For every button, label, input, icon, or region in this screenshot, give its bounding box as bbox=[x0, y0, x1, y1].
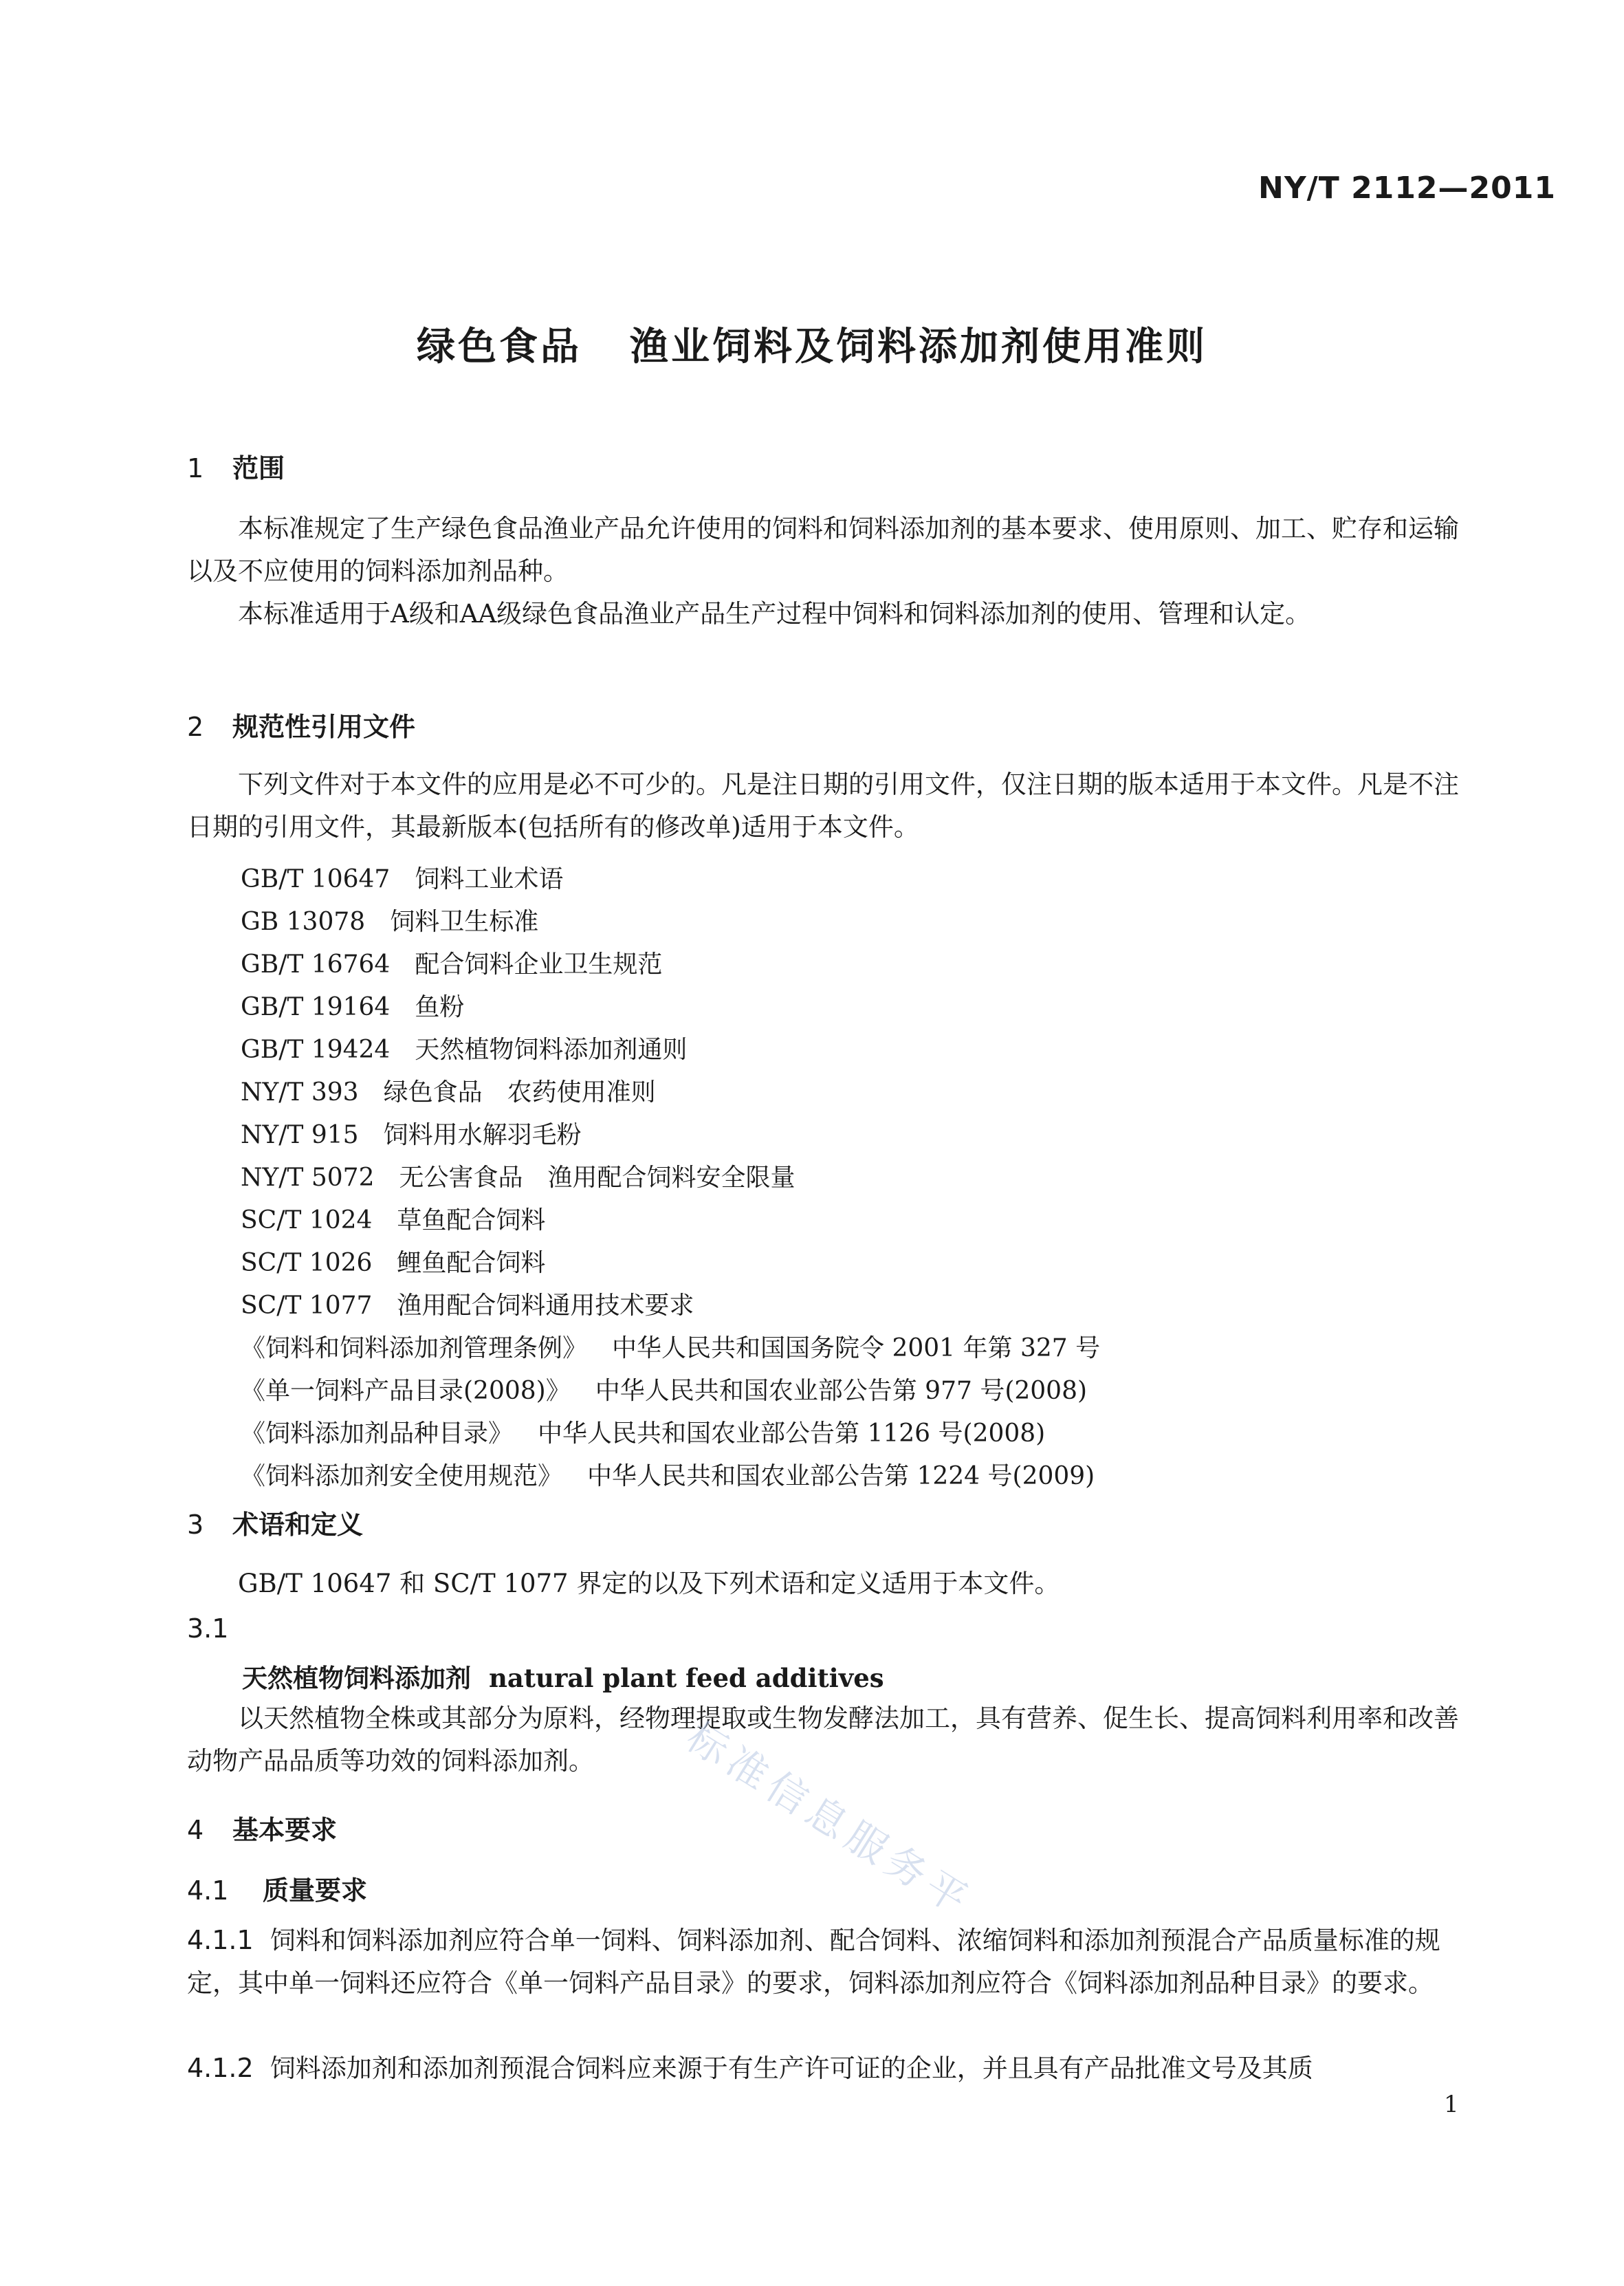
reference-item bbox=[241, 1201, 545, 1236]
clause-text: 饲料和饲料添加剂应符合单一饲料、饲料添加剂、配合饲料、浓缩饲料和添加剂预混合产品质量标准的规定，其中单一饲料还应符合《单一饲料产品目录》的要求，饲料添加剂应符合《饲料添加剂品种目录》的要求。 bbox=[187, 1926, 1440, 1998]
reference-code: GB/T 10647 bbox=[241, 865, 391, 893]
reference-title: 绿色食品 农药使用准则 bbox=[383, 1078, 656, 1107]
reference-title: 渔用配合饲料通用技术要求 bbox=[397, 1292, 694, 1320]
reference-code: SC/T 1024 bbox=[241, 1206, 373, 1234]
term-chinese: 天然植物饲料添加剂 bbox=[242, 1664, 471, 1693]
reference-item bbox=[241, 988, 464, 1023]
clause-4-1-1 bbox=[187, 1919, 1459, 2005]
section-2-intro: 下列文件对于本文件的应用是必不可少的。凡是注日期的引用文件，仅注日期的版本适用于本文件。凡是不注日期的引用文件，其最新版本(包括所有的修改单)适用于本文件。 bbox=[187, 770, 1459, 842]
reference-code: GB/T 16764 bbox=[241, 950, 391, 979]
watermark: 标准信息服务平 bbox=[679, 1713, 981, 1926]
reference-code: NY/T 393 bbox=[241, 1078, 359, 1107]
clause-4-1-2 bbox=[187, 2047, 1459, 2090]
reference-item bbox=[241, 1030, 687, 1065]
reference-code: GB/T 19424 bbox=[241, 1036, 391, 1064]
reference-item bbox=[241, 1115, 582, 1151]
section-4-heading bbox=[187, 1809, 337, 1847]
reference-title: 草鱼配合饲料 bbox=[397, 1206, 546, 1234]
reference-item bbox=[241, 860, 563, 895]
reference-item bbox=[241, 1158, 795, 1193]
reference-code: SC/T 1026 bbox=[241, 1249, 373, 1277]
subclause-number: 4.1 bbox=[187, 1875, 229, 1906]
section-number: 4 bbox=[187, 1815, 204, 1845]
section-title: 规范性引用文件 bbox=[232, 712, 416, 742]
reference-title: 鲤鱼配合饲料 bbox=[397, 1249, 546, 1277]
section-1-heading bbox=[187, 447, 285, 485]
reference-item bbox=[241, 1329, 1100, 1364]
reference-title: 饲料工业术语 bbox=[415, 865, 564, 893]
reference-code: SC/T 1077 bbox=[241, 1292, 373, 1320]
reference-title: 天然植物饲料添加剂通则 bbox=[415, 1036, 688, 1064]
reference-code: 《饲料添加剂安全使用规范》 bbox=[241, 1462, 563, 1490]
reference-code: 《单一饲料产品目录(2008)》 bbox=[241, 1377, 571, 1405]
section-1-paragraph-1: 本标准规定了生产绿色食品渔业产品允许使用的饲料和饲料添加剂的基本要求、使用原则、加工、贮存和运输以及不应使用的饲料添加剂品种。 bbox=[187, 514, 1459, 586]
reference-item bbox=[241, 1073, 656, 1108]
reference-title: 鱼粉 bbox=[415, 993, 465, 1021]
section-title: 基本要求 bbox=[232, 1815, 338, 1845]
title-part-1: 绿色食品 bbox=[417, 325, 582, 369]
clause-number: 4.1.2 bbox=[187, 2053, 254, 2083]
reference-item bbox=[241, 902, 538, 937]
section-1-paragraph-2: 本标准适用于A级和AA级绿色食品渔业产品生产过程中饲料和饲料添加剂的使用、管理和认定。 bbox=[238, 599, 1311, 629]
section-title: 范围 bbox=[232, 453, 285, 483]
reference-code: 《饲料和饲料添加剂管理条例》 bbox=[241, 1334, 588, 1362]
reference-item bbox=[241, 945, 662, 980]
clause-number: 4.1.1 bbox=[187, 1925, 254, 1955]
page-title bbox=[0, 316, 1624, 371]
section-3-heading bbox=[187, 1503, 363, 1541]
section-3-intro: GB/T 10647 和 SC/T 1077 界定的以及下列术语和定义适用于本文件。 bbox=[238, 1569, 1060, 1598]
section-title: 术语和定义 bbox=[232, 1510, 364, 1540]
subclause-title: 质量要求 bbox=[263, 1875, 368, 1906]
section-number: 1 bbox=[187, 453, 204, 483]
reference-title: 中华人民共和国农业部公告第 1224 号(2009) bbox=[587, 1462, 1095, 1490]
page-number: 1 bbox=[1444, 2091, 1459, 2118]
reference-title: 中华人民共和国国务院令 2001 年第 327 号 bbox=[612, 1334, 1101, 1362]
reference-item bbox=[241, 1457, 1095, 1492]
reference-title: 配合饲料企业卫生规范 bbox=[415, 950, 663, 979]
reference-code: NY/T 915 bbox=[241, 1121, 359, 1149]
reference-item bbox=[241, 1243, 545, 1278]
reference-title: 无公害食品 渔用配合饲料安全限量 bbox=[399, 1164, 795, 1192]
subclause-3-1-number: 3.1 bbox=[187, 1613, 229, 1644]
term-entry bbox=[242, 1657, 884, 1695]
reference-code: GB 13078 bbox=[241, 908, 366, 936]
reference-item bbox=[241, 1414, 1045, 1449]
reference-title: 饲料用水解羽毛粉 bbox=[383, 1121, 582, 1149]
section-number: 2 bbox=[187, 712, 204, 742]
reference-item bbox=[241, 1286, 694, 1321]
section-number: 3 bbox=[187, 1510, 204, 1540]
subclause-4-1-heading bbox=[187, 1869, 367, 1907]
document-number: NY/T 2112—2011 bbox=[1258, 171, 1557, 206]
reference-code: NY/T 5072 bbox=[241, 1164, 375, 1192]
reference-code: 《饲料添加剂品种目录》 bbox=[241, 1419, 514, 1448]
reference-title: 中华人民共和国农业部公告第 977 号(2008) bbox=[595, 1377, 1088, 1405]
reference-title: 中华人民共和国农业部公告第 1126 号(2008) bbox=[538, 1419, 1046, 1448]
term-english: natural plant feed additives bbox=[489, 1663, 884, 1693]
section-2-heading bbox=[187, 706, 415, 743]
reference-item bbox=[241, 1371, 1087, 1406]
reference-title: 饲料卫生标准 bbox=[390, 908, 539, 936]
title-part-2: 渔业饲料及饲料添加剂使用准则 bbox=[630, 325, 1207, 369]
term-definition: 以天然植物全株或其部分为原料，经物理提取或生物发酵法加工，具有营养、促生长、提高饲料利用率和改善动物产品品质等功效的饲料添加剂。 bbox=[187, 1703, 1459, 1776]
clause-text: 饲料添加剂和添加剂预混合饲料应来源于有生产许可证的企业，并且具有产品批准文号及其质 bbox=[270, 2054, 1313, 2083]
reference-code: GB/T 19164 bbox=[241, 993, 391, 1021]
